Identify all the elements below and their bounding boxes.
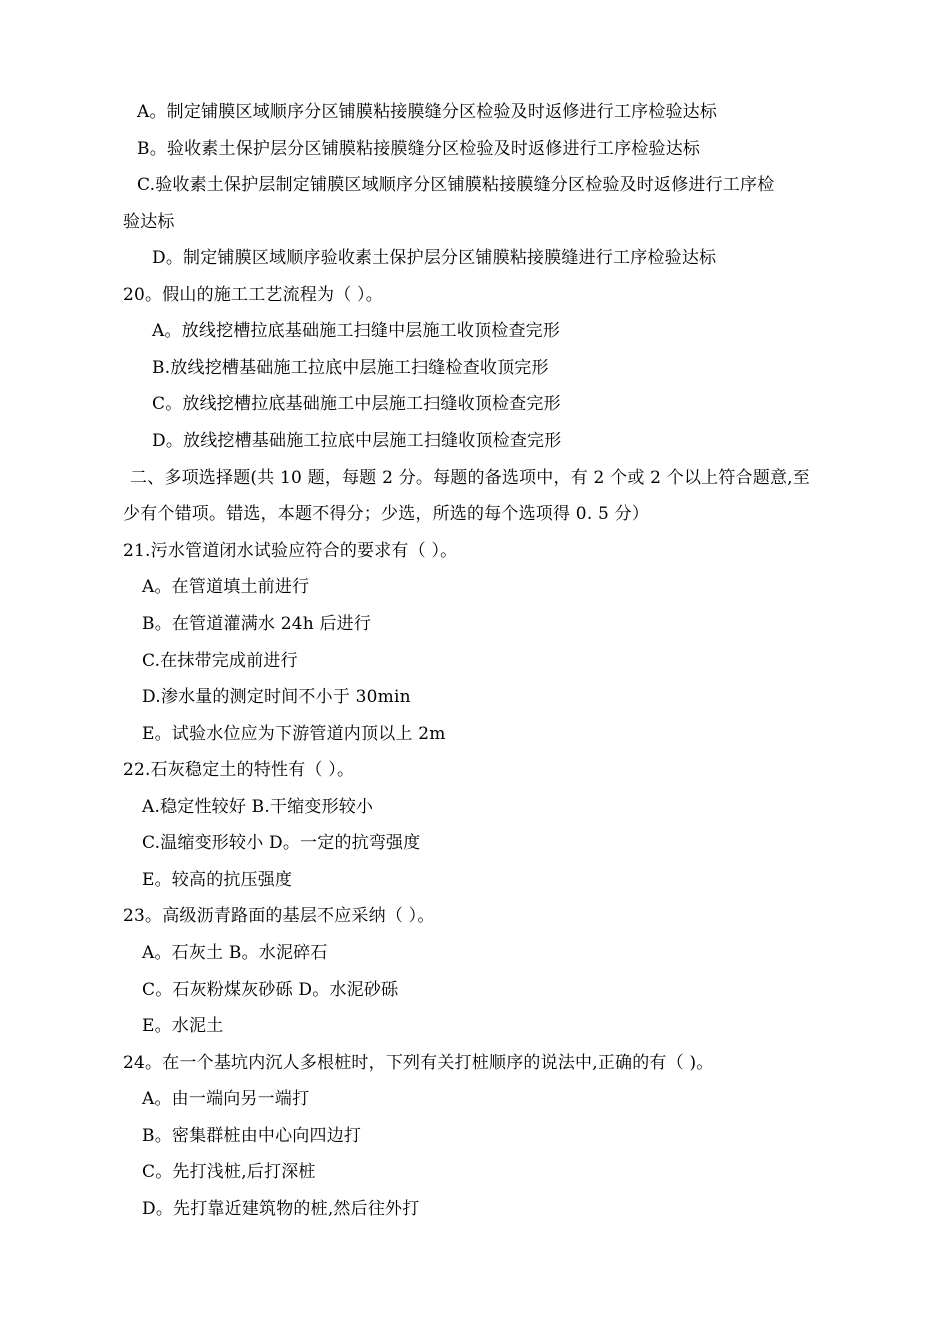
question-24: 24。在一个基坑内沉人多根桩时，下列有关打桩顺序的说法中,正确的有（ )。 — [123, 1053, 714, 1073]
option-21b: B。在管道灌满水 24h 后进行 — [142, 614, 372, 634]
option-24a: A。由一端向另一端打 — [142, 1089, 310, 1109]
option-22e: E。较高的抗压强度 — [142, 870, 293, 890]
section-heading: 二、多项选择题(共 10 题，每题 2 分。每题的备选项中，有 2 个或 2 个以上符合题意,至 — [130, 468, 810, 488]
option-23e: E。水泥土 — [142, 1016, 224, 1036]
option-19b: B。验收素土保护层分区铺膜粘接膜缝分区检验及时返修进行工序检验达标 — [137, 139, 701, 159]
option-20d: D。放线挖槽基础施工拉底中层施工扫缝收顶检查完形 — [152, 431, 562, 451]
option-19a: A。制定铺膜区域顺序分区铺膜粘接膜缝分区检验及时返修进行工序检验达标 — [137, 102, 718, 122]
option-20b: B.放线挖槽基础施工拉底中层施工扫缝检查收顶完形 — [152, 358, 549, 378]
section-heading-continued: 少有个错项。错选，本题不得分；少选，所选的每个选项得 0. 5 分） — [123, 504, 650, 524]
option-21a: A。在管道填土前进行 — [142, 577, 310, 597]
question-23: 23。高级沥青路面的基层不应采纳（ ）。 — [123, 906, 435, 926]
option-21c: C.在抹带完成前进行 — [142, 651, 298, 671]
option-24d: D。先打靠近建筑物的桩,然后往外打 — [142, 1199, 420, 1219]
option-24b: B。密集群桩由中心向四边打 — [142, 1126, 362, 1146]
option-21d: D.渗水量的测定时间不小于 30min — [142, 687, 411, 707]
option-21e: E。试验水位应为下游管道内顶以上 2m — [142, 724, 446, 744]
option-22ab: A.稳定性较好 B.干缩变形较小 — [142, 797, 374, 817]
question-22: 22.石灰稳定土的特性有（ ）。 — [123, 760, 355, 780]
option-22cd: C.温缩变形较小 D。一定的抗弯强度 — [142, 833, 421, 853]
option-19c-continued: 验达标 — [123, 212, 175, 232]
option-20c: C。放线挖槽拉底基础施工中层施工扫缝收顶检查完形 — [152, 394, 561, 414]
option-24c: C。先打浅桩,后打深桩 — [142, 1162, 316, 1182]
option-19d: D。制定铺膜区域顺序验收素土保护层分区铺膜粘接膜缝进行工序检验达标 — [152, 248, 717, 268]
question-20: 20。假山的施工工艺流程为（ ）。 — [123, 285, 383, 305]
question-21: 21.污水管道闭水试验应符合的要求有（ ）。 — [123, 541, 458, 561]
option-23ab: A。石灰土 B。水泥碎石 — [142, 943, 328, 963]
option-19c: C.验收素土保护层制定铺膜区域顺序分区铺膜粘接膜缝分区检验及时返修进行工序检 — [137, 175, 775, 195]
option-23cd: C。石灰粉煤灰砂砾 D。水泥砂砾 — [142, 980, 399, 1000]
option-20a: A。放线挖槽拉底基础施工扫缝中层施工收顶检查完形 — [152, 321, 561, 341]
